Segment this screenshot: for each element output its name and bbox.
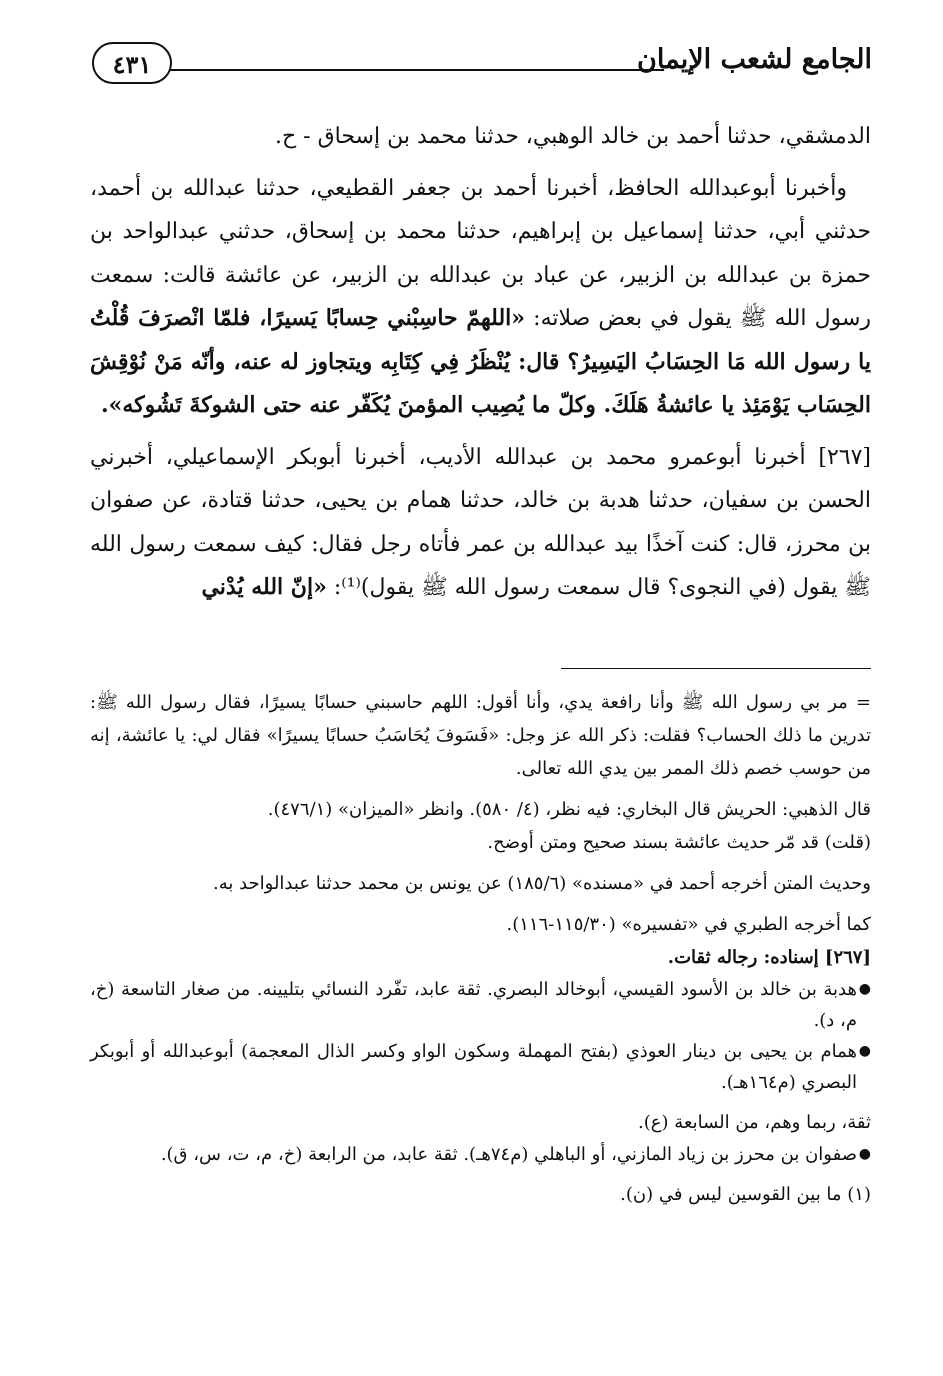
footnotes <box>90 686 871 1211</box>
chain-of-narration: وأخبرنا أبوعبدالله الحافظ، أخبرنا أحمد بن جعفر القطيعي، حدثنا عبدالله بن أحمد، حدثني أبي، حدثنا إسماعيل بن إبراهيم، حدثنا محمد بن إسحاق، حدثني عبدالواحد بن حمزة بن عبدالله بن الزبير، عن عباد بن عبدالله بن الزبير، عن عائشة قالت: سمعت رسول الله ﷺ يقول في بعض صلاته: <box>90 175 872 331</box>
narrator-item <box>90 1036 871 1098</box>
bullet-icon: ● <box>858 1043 871 1059</box>
page-header <box>92 40 872 92</box>
footnote-1: (١) ما بين القوسين ليس في (ن). <box>620 1184 871 1205</box>
bullet-icon: ● <box>858 1146 871 1162</box>
narrator-list <box>90 974 871 1098</box>
narrator-list <box>90 1139 871 1170</box>
narrator-text: همام بن يحيى بن دينار العوذي (بفتح المهملة وسكون الواو وكسر الذال المعجمة) أبوعبدالله أو أبوبكر البصري (م١٦٤هـ). <box>90 1041 857 1093</box>
hadith-text: «اللهمّ حاسِبْني حِسابًا يَسيرًا، فلمّا انْصرَفَ قُلْتُ يا رسول الله مَا الحِسَابُ اليَسِيرُ؟ قال: يُنْظَرُ فِي كِتَابِه ويتجاوز له عنه، وأنّه مَنْ نُوْقِشَ الحِسَاب يَوْمَئِذ يا عائشةُ هَلَكَ. وكلّ ما يُصِيب المؤمنَ يُكَفّر عنه حتى الشوكةَ تَشُوكه». <box>90 305 871 418</box>
note-tabari: كما أخرجه الطبري في «تفسيره» (١١٥/٣٠-١١٦). <box>506 914 871 935</box>
narrator-item <box>90 1139 871 1170</box>
main-text <box>90 115 871 610</box>
bullet-icon: ● <box>858 981 871 997</box>
narrator-text: هدبة بن خالد بن الأسود القيسي، أبوخالد البصري. ثقة عابد، تفّرد النسائي بتليينه. من صغار التاسعة (خ، م، د). <box>90 979 857 1031</box>
note-qultu: (قلت) قد مّر حديث عائشة بسند صحيح ومتن أوضح. <box>487 832 871 853</box>
footnote-divider <box>561 668 871 669</box>
paragraph-aisha-hadith <box>90 167 871 428</box>
chain-of-narration: أخبرنا أبوعمرو محمد بن عبدالله الأديب، أخبرنا أبوبكر الإسماعيلي، أخبرني الحسن بن سفيان، حدثنا هدبة بن خالد، حدثنا همام بن يحيى، حدثنا قتادة، عن صفوان بن محرز، قال: كنت آخذًا بيد عبدالله بن عمر فأتاه رجل فقال: كيف سمعت رسول الله ﷺ يقول (في النجوى؟ قال سمعت رسول الله ﷺ يقول)⁽¹⁾: <box>90 444 871 600</box>
paragraph-isnad-continuation <box>90 115 871 159</box>
isnad-heading: [٢٦٧] إسناده: رجاله ثقات. <box>667 947 871 968</box>
header-rule <box>170 69 664 71</box>
narrator-item <box>90 974 871 1036</box>
paragraph-text: الدمشقي، حدثنا أحمد بن خالد الوهبي، حدثنا محمد بن إسحاق - ح. <box>274 124 871 149</box>
hadith-number: [٢٦٧] <box>818 444 871 470</box>
note-ahmad: وحديث المتن أخرجه أحمد في «مسنده» (١٨٥/٦) عن يونس بن محمد حدثنا عبدالواحد به. <box>212 873 871 894</box>
note-dhahabi: قال الذهبي: الحريش قال البخاري: فيه نظر، (٤/ ٥٨٠). وانظر «الميزان» (٤٧٦/١). <box>267 799 871 820</box>
hadith-text: «إنّ الله يُدْني <box>201 574 327 600</box>
paragraph-hadith-267 <box>90 436 871 610</box>
page-number: ٤٣١ <box>92 42 172 84</box>
running-title: الجامع لشعب الإيمان <box>637 44 872 75</box>
narrator-text: صفوان بن محرز بن زياد المازني، أو الباهلي (م٧٤هـ). ثقة عابد، من الرابعة (خ، م، ت، س، ق). <box>160 1144 857 1165</box>
note-continuation: = مر بي رسول الله ﷺ وأنا رافعة يدي، وأنا أقول: اللهم حاسبني حسابًا يسيرًا، فقال رسول الله ﷺ: تدرين ما ذلك الحساب؟ فقلت: ذكر الله عز وجل: «فَسَوفَ يُحَاسَبُ حسابًا يسيرًا» فقال لي: يا عائشة، إنه من حوسب خصم ذلك الممر بين يدي الله تعالى. <box>90 692 871 779</box>
narrator-grading: ثقة، ربما وهم، من السابعة (ع). <box>638 1112 871 1133</box>
